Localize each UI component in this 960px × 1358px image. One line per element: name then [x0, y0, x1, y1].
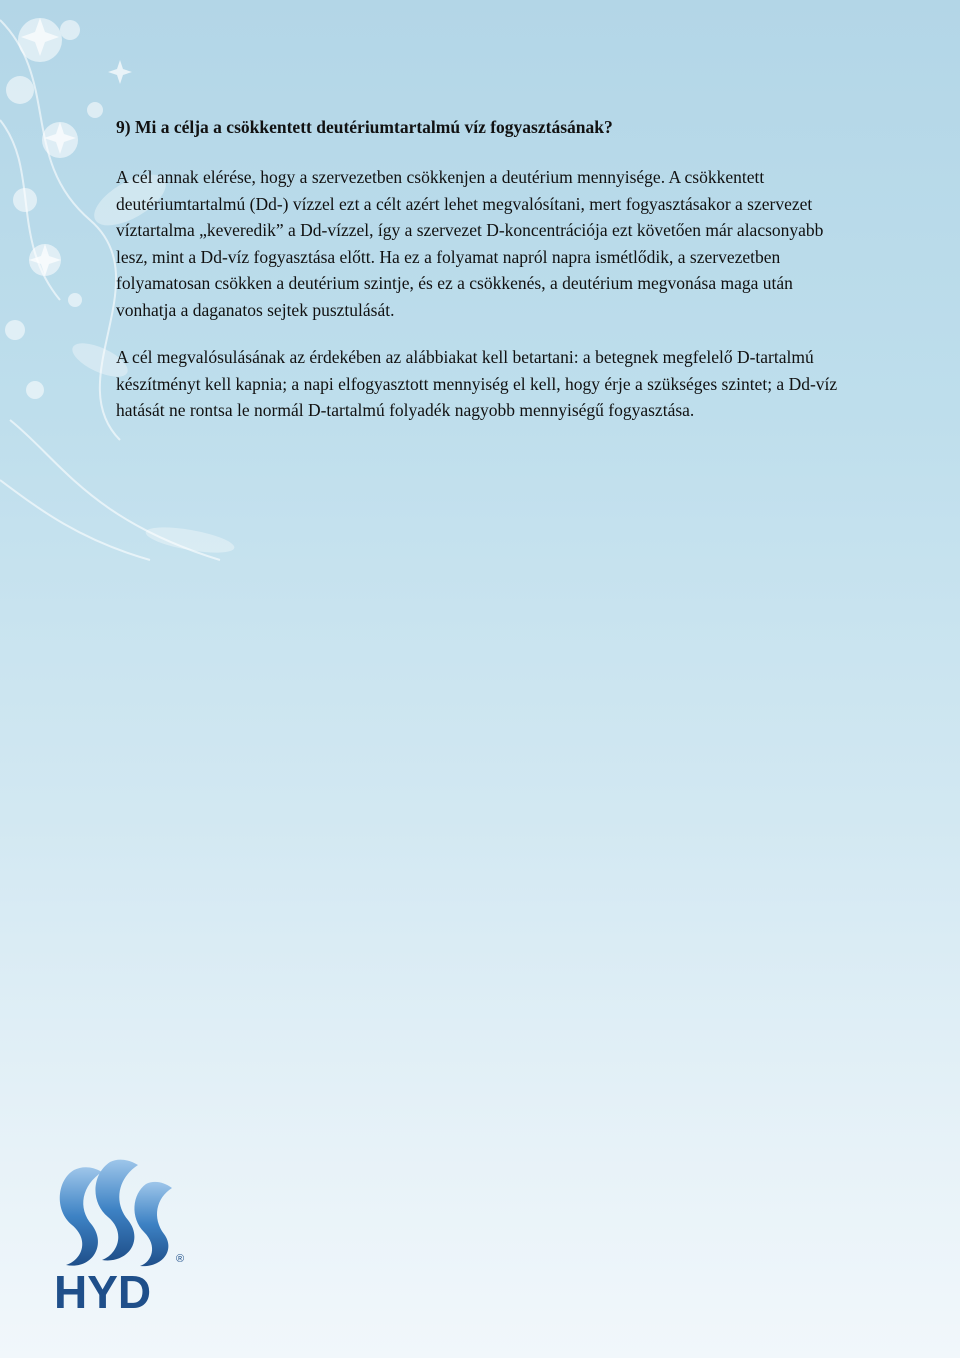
- hyd-logo: [52, 1150, 192, 1315]
- document-body: [116, 114, 846, 445]
- paragraph-1: A cél annak elérése, hogy a szervezetben csökkenjen a deutérium mennyisége. A csökkentett deutériumtartalmú (Dd-) vízzel ezt a célt azért lehet megvalósítani, mert fogyasztásakor a szervezet víztartalma „keveredik” a Dd-vízzel, így a szervezet D-koncentrációja ezt követően már alacsonyabb lesz, mint a Dd-víz fogyasztása előtt. Ha ez a folyamat napról napra ismétlődik, a szervezetben folyamatosan csökken a deutérium szintje, és ez a csökkenés, a deutérium megvonása maga után vonhatja a daganatos sejtek pusztulását.: [116, 167, 824, 320]
- registered-mark: ®: [176, 1253, 185, 1265]
- logo-text: HYD: [54, 1266, 152, 1315]
- paragraph-2: A cél megvalósulásának az érdekében az alábbiakat kell betartani: a betegnek megfelelő D-tartalmú készítményt kell kapnia; a napi elfogyasztott mennyiség el kell, hogy érje a szükséges szintet; a Dd-víz hatását ne rontsa le normál D-tartalmú folyadék nagyobb mennyiségű fogyasztása.: [116, 347, 838, 420]
- section-heading: 9) Mi a célja a csökkentett deutériumtartalmú víz fogyasztásának?: [116, 117, 613, 137]
- hyd-swirl-icon: [52, 1150, 192, 1315]
